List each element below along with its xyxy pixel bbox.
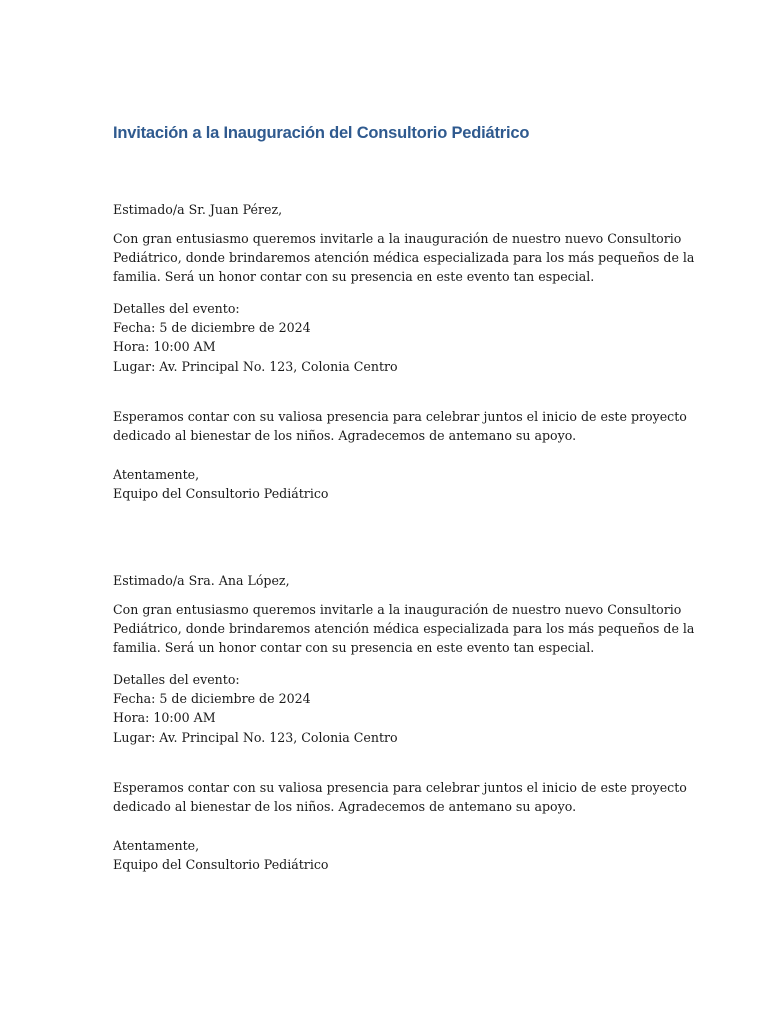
event-time: Hora: 10:00 AM xyxy=(113,710,216,726)
body-line: Pediátrico, donde brindaremos atención médica especializada para los más pequeños de la xyxy=(113,250,695,266)
closing-line: dedicado al bienestar de los niños. Agradecemos de antemano su apoyo. xyxy=(113,428,577,444)
letter-signoff xyxy=(113,465,329,503)
body-line: Con gran entusiasmo queremos invitarle a la inauguración de nuestro nuevo Consultorio xyxy=(113,231,682,246)
greeting-line: Estimado/a Sr. Juan Pérez, xyxy=(113,202,283,217)
body-line: Con gran entusiasmo queremos invitarle a la inauguración de nuestro nuevo Consultorio xyxy=(113,602,682,617)
letter-body xyxy=(113,229,694,287)
body-line: familia. Será un honor contar con su presencia en este evento tan especial. xyxy=(113,269,595,285)
signoff-line: Atentamente, xyxy=(113,838,200,853)
body-line: familia. Será un honor contar con su presencia en este evento tan especial. xyxy=(113,640,595,656)
greeting-line: Estimado/a Sra. Ana López, xyxy=(113,573,290,588)
event-place: Lugar: Av. Principal No. 123, Colonia Centro xyxy=(113,729,398,745)
letter-closing xyxy=(113,407,687,445)
body-line: Pediátrico, donde brindaremos atención médica especializada para los más pequeños de la xyxy=(113,621,695,637)
signoff-line: Atentamente, xyxy=(113,467,200,482)
details-heading: Detalles del evento: xyxy=(113,672,240,687)
closing-line: Esperamos contar con su valiosa presencia para celebrar juntos el inicio de este proyecto xyxy=(113,409,687,424)
document-title: Invitación a la Inauguración del Consultorio Pediátrico xyxy=(113,124,530,142)
letter-body xyxy=(113,600,694,658)
event-date: Fecha: 5 de diciembre de 2024 xyxy=(113,691,311,707)
closing-line: dedicado al bienestar de los niños. Agradecemos de antemano su apoyo. xyxy=(113,799,577,815)
event-details xyxy=(113,299,398,376)
event-time: Hora: 10:00 AM xyxy=(113,339,216,355)
event-place: Lugar: Av. Principal No. 123, Colonia Centro xyxy=(113,358,398,374)
letter-greeting xyxy=(113,571,290,590)
event-details xyxy=(113,670,398,747)
signature-line: Equipo del Consultorio Pediátrico xyxy=(113,857,329,873)
event-date: Fecha: 5 de diciembre de 2024 xyxy=(113,320,311,336)
details-heading: Detalles del evento: xyxy=(113,301,240,316)
letter-closing xyxy=(113,778,687,816)
letter-greeting xyxy=(113,200,282,219)
signature-line: Equipo del Consultorio Pediátrico xyxy=(113,486,329,502)
letter-signoff xyxy=(113,836,329,874)
closing-line: Esperamos contar con su valiosa presencia para celebrar juntos el inicio de este proyecto xyxy=(113,780,687,795)
